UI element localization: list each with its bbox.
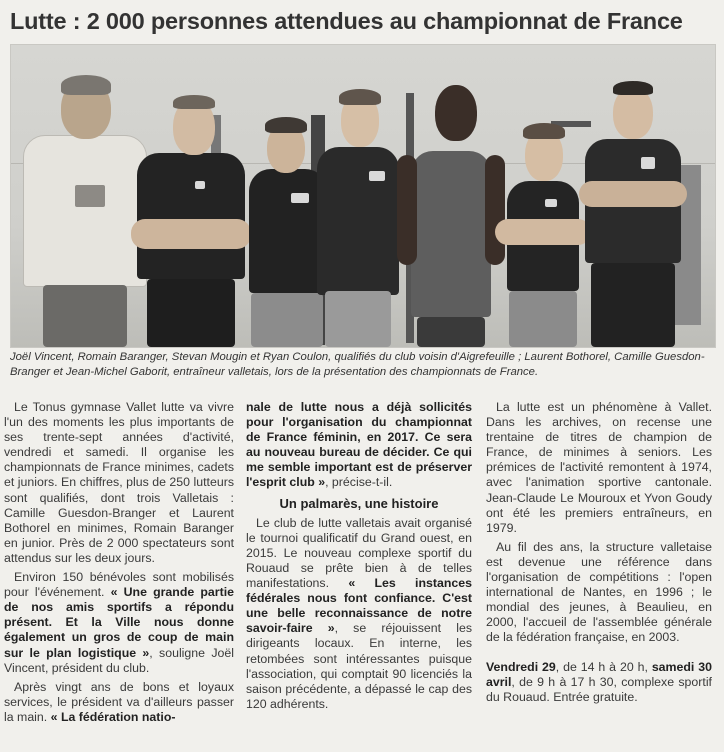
paragraph: [246, 516, 472, 712]
article-column-1: [4, 400, 234, 725]
shirt-logo-icon: [369, 171, 385, 181]
paragraph: Le Tonus gymnase Vallet lutte va vivre l'un des moments les plus importants de ses trente-sept années d'activité, vendredi et samedi. Il organise les championnats de France minimes, cadets et juniors. En chiffres, plus de 250 lutteurs sont qualifiés, dont trois Valletais : Camille Guesdon-Branger et Laurent Bothorel en minimes, Romain Baranger en junior. Près de 2 000 spectateurs sont attendus sur les deux jours.: [4, 400, 234, 565]
person-ryan-coulon: [307, 69, 409, 347]
text-run: , précise-t-il.: [325, 475, 393, 490]
text-run: Le club de lutte valletais avait organisé le tournoi qualificatif du Grand ouest, en 2015. Le nouveau complexe sportif du Rouaud se prête bien à de telles manifestations.: [246, 515, 472, 591]
text-run: Environ 150 bénévoles sont mobilisés pour l'événement.: [4, 570, 234, 600]
shirt-logo-icon: [641, 157, 655, 169]
paragraph: Au fil des ans, la structure valletaise est devenue une référence dans l'organisation de compétitions : l'open international de Nantes, en 1996 ; le mondial des jeunes, à Beaulieu, en 2000, l'accueil de l'assemblée générale de la fédération française, en 2003.: [486, 539, 712, 645]
paragraph: [4, 570, 234, 676]
headline: Lutte : 2 000 personnes attendues au championnat de France: [10, 8, 683, 34]
team-photo: [10, 44, 716, 348]
date: samedi 30 avril: [486, 659, 712, 689]
article-column-2: [246, 400, 472, 712]
quote: « Les instances fédérales nous font confiance. C'est une belle reconnaissance de notre savoir-faire »: [246, 576, 472, 636]
text-run: , de 9 h à 17 h 30, complexe sportif du Rouaud. Entrée gratuite.: [486, 674, 712, 704]
paragraph: [246, 400, 472, 491]
bleed-through-text: [0, 0, 724, 8]
paragraph: [4, 680, 234, 725]
date: Vendredi 29: [486, 659, 556, 674]
text-run: , de 14 h à 20 h,: [555, 659, 652, 674]
person-joel-vincent: [19, 65, 149, 347]
subheading: Un palmarès, une histoire: [279, 495, 439, 511]
text-run: Après vingt ans de bons et loyaux services, le président va d'ailleurs passer la main.: [4, 679, 234, 724]
text-run: , souligne Joël Vincent, président du club.: [4, 645, 234, 675]
person-jean-michel-gaborit: [577, 77, 689, 347]
shirt-logo-icon: [75, 185, 105, 207]
text-run: , se réjouissent les dirigeants locaux. En interne, les retombées sont intéressantes puisque l'association, qui comptait 90 licenciés la saison précédente, a dépassé le cap des 120 adhérents.: [246, 621, 472, 711]
person-romain-baranger: [131, 69, 251, 347]
event-info: [486, 660, 712, 705]
quote: « La fédération natio-: [50, 709, 176, 724]
article-column-3: [486, 400, 712, 705]
paragraph: La lutte est un phénomène à Vallet. Dans les archives, on recense une trentaine de titres de champion de France, de minimes à seniors. Les prémices de l'activité remontent à 1974, avec l'animation sportive cantonale. Jean-Claude Le Mouroux et Yvon Goudy ont été les premiers entraîneurs, en 1979.: [486, 400, 712, 535]
shirt-logo-icon: [195, 181, 205, 189]
quote: « Une grande partie de nos amis sportifs a répondu présent. Et la Ville nous donne également un gros de coup de main sur le plan logistique »: [4, 585, 234, 660]
person-laurent-bothorel: [397, 85, 505, 347]
photo-caption: Joël Vincent, Romain Baranger, Stevan Mougin et Ryan Coulon, qualifiés du club voisin d'Aigrefeuille ; Laurent Bothorel, Camille Guesdon-Branger et Jean-Michel Gaborit, entraîneur valletais, lors de la présentation des championnats de France.: [10, 351, 705, 378]
quote: nale de lutte nous a déjà sollicités pour l'organisation du championnat de France féminin, en 2017. Ce sera au nouveau bureau de décider. Ce qui me semble important est de préserver l'esprit club »: [246, 400, 472, 490]
shirt-logo-icon: [545, 199, 557, 207]
